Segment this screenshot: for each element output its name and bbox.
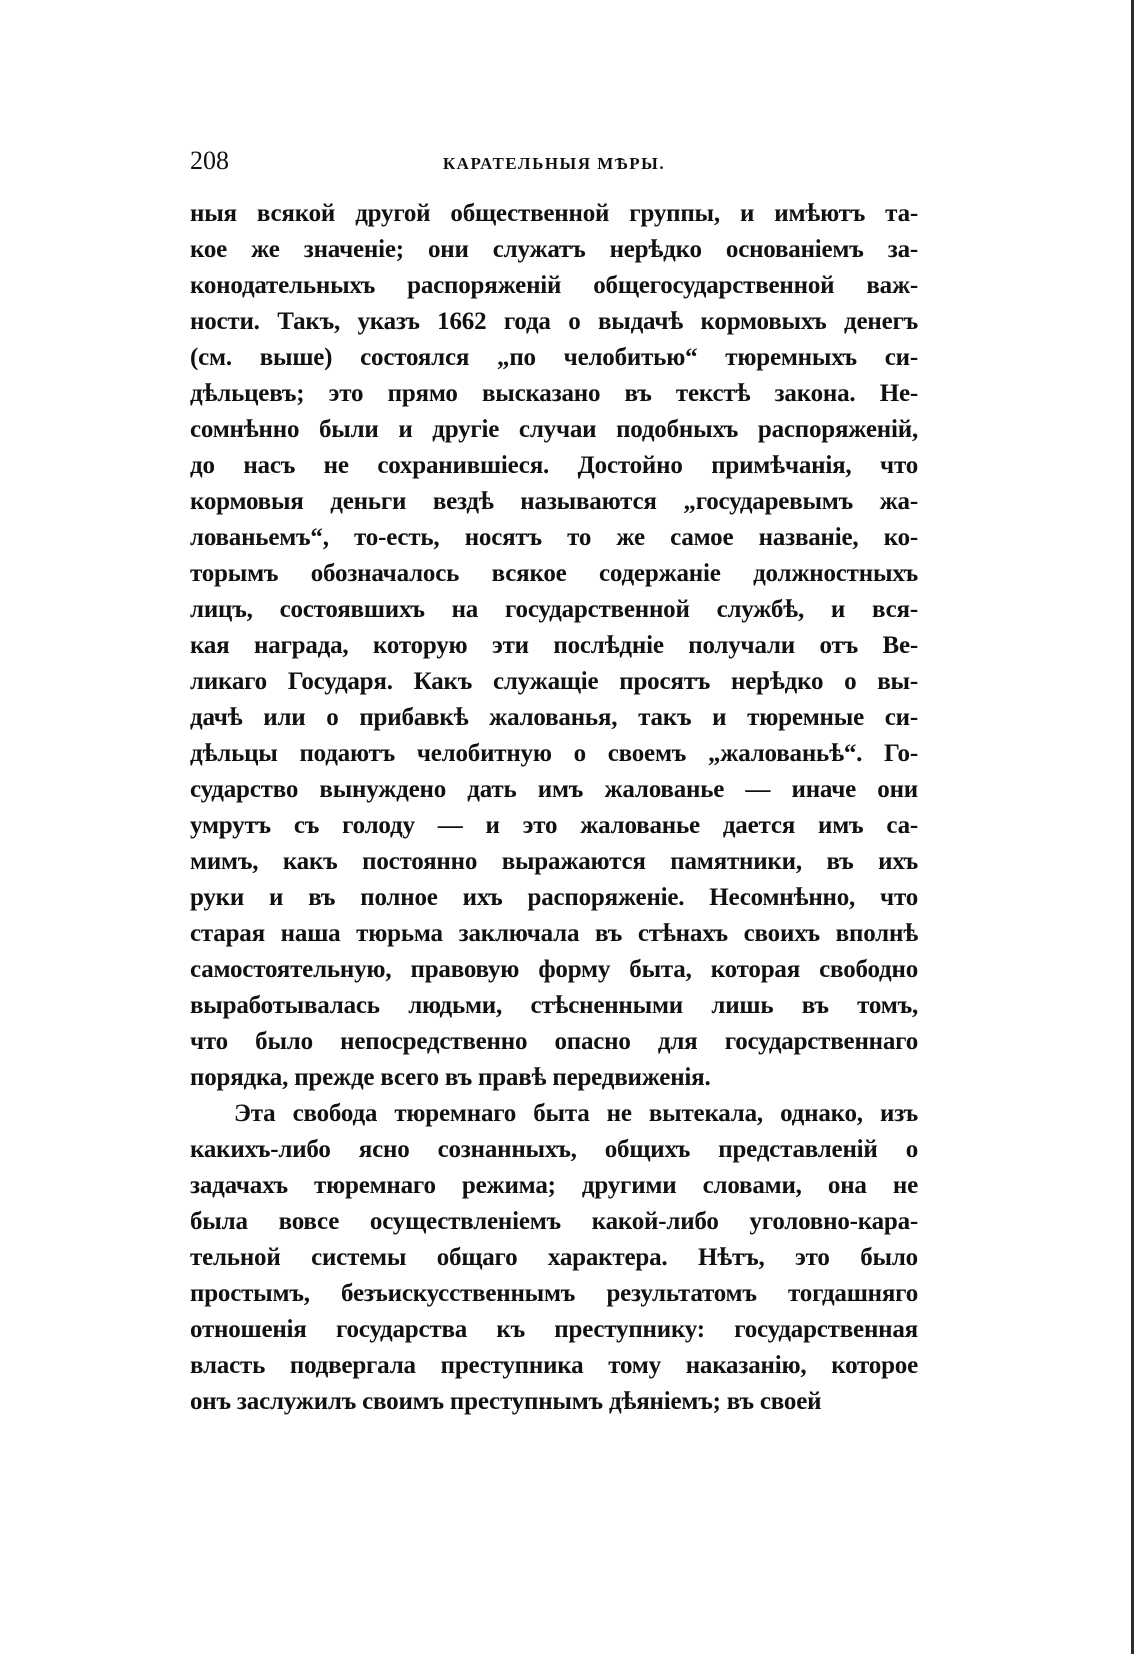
text-line: какихъ-либо ясно сознанныхъ, общихъ представленій о <box>190 1136 918 1163</box>
page-header <box>190 146 918 180</box>
text-line: отношенія государства къ преступнику: государственная <box>190 1316 918 1343</box>
text-line: кормовыя деньги вездѣ называются „государевымъ жа- <box>190 488 918 515</box>
text-line: кая награда, которую эти послѣдніе получали отъ Ве- <box>190 632 918 659</box>
text-line: мимъ, какъ постоянно выражаются памятники, въ ихъ <box>190 848 918 875</box>
text-line: дачѣ или о прибавкѣ жалованья, такъ и тюремные си- <box>190 704 918 731</box>
text-line: сомнѣнно были и другіе случаи подобныхъ распоряженій, <box>190 416 918 443</box>
text-line: руки и въ полное ихъ распоряженіе. Несомнѣнно, что <box>190 884 918 911</box>
text-line: лованьемъ“, то-есть, носятъ то же самое названіе, ко- <box>190 524 918 551</box>
running-title: КАРАТЕЛЬНЫЯ МѢРЫ. <box>442 154 666 173</box>
text-line: до насъ не сохранившіеся. Достойно примѣчанія, что <box>190 452 918 479</box>
page-edge <box>1131 0 1134 1654</box>
text-line: что было непосредственно опасно для государственнаго <box>190 1028 918 1055</box>
text-line: задачахъ тюремнаго режима; другими словами, она не <box>190 1172 918 1199</box>
text-line: Эта свобода тюремнаго быта не вытекала, однако, изъ <box>234 1100 918 1127</box>
text-line: старая наша тюрьма заключала въ стѣнахъ своихъ вполнѣ <box>190 920 918 947</box>
paragraph-1 <box>190 196 918 1096</box>
text-line: сударство вынуждено дать имъ жалованье — иначе они <box>190 776 918 803</box>
text-line: тельной системы общаго характера. Нѣтъ, это было <box>190 1244 918 1271</box>
text-line: простымъ, безъискусственнымъ результатомъ тогдашняго <box>190 1280 918 1307</box>
body-text <box>190 196 918 1420</box>
page-number: 208 <box>190 146 229 175</box>
text-line: ныя всякой другой общественной группы, и имѣютъ та- <box>190 200 918 227</box>
text-line: лицъ, состоявшихъ на государственной службѣ, и вся- <box>190 596 918 623</box>
text-line: власть подвергала преступника тому наказанію, которое <box>190 1352 918 1379</box>
text-line: умрутъ съ голоду — и это жалованье дается имъ са- <box>190 812 918 839</box>
text-line: дѣльцы подаютъ челобитную о своемъ „жалованьѣ“. Го- <box>190 740 918 767</box>
text-line: конодательныхъ распоряженій общегосударственной важ- <box>190 272 918 299</box>
text-line: ликаго Государя. Какъ служащіе просятъ нерѣдко о вы- <box>190 668 918 695</box>
text-line: самостоятельную, правовую форму быта, которая свободно <box>190 956 918 983</box>
text-line: кое же значеніе; они служатъ нерѣдко основаніемъ за- <box>190 236 918 263</box>
text-line: дѣльцевъ; это прямо высказано въ текстѣ закона. Не- <box>190 380 918 407</box>
text-line: онъ заслужилъ своимъ преступнымъ дѣяніемъ; въ своей <box>190 1388 822 1415</box>
paragraph-2 <box>190 1096 918 1420</box>
text-line: порядка, прежде всего въ правѣ передвиженія. <box>190 1064 711 1091</box>
text-line: ности. Такъ, указъ 1662 года о выдачѣ кормовыхъ денегъ <box>190 308 918 335</box>
text-line: выработывалась людьми, стѣсненными лишь въ томъ, <box>190 992 918 1019</box>
text-line: торымъ обозначалось всякое содержаніе должностныхъ <box>190 560 918 587</box>
text-line: была вовсе осуществленіемъ какой-либо уголовно-кара- <box>190 1208 918 1235</box>
text-line: (см. выше) состоялся „по челобитью“ тюремныхъ си- <box>190 344 918 371</box>
